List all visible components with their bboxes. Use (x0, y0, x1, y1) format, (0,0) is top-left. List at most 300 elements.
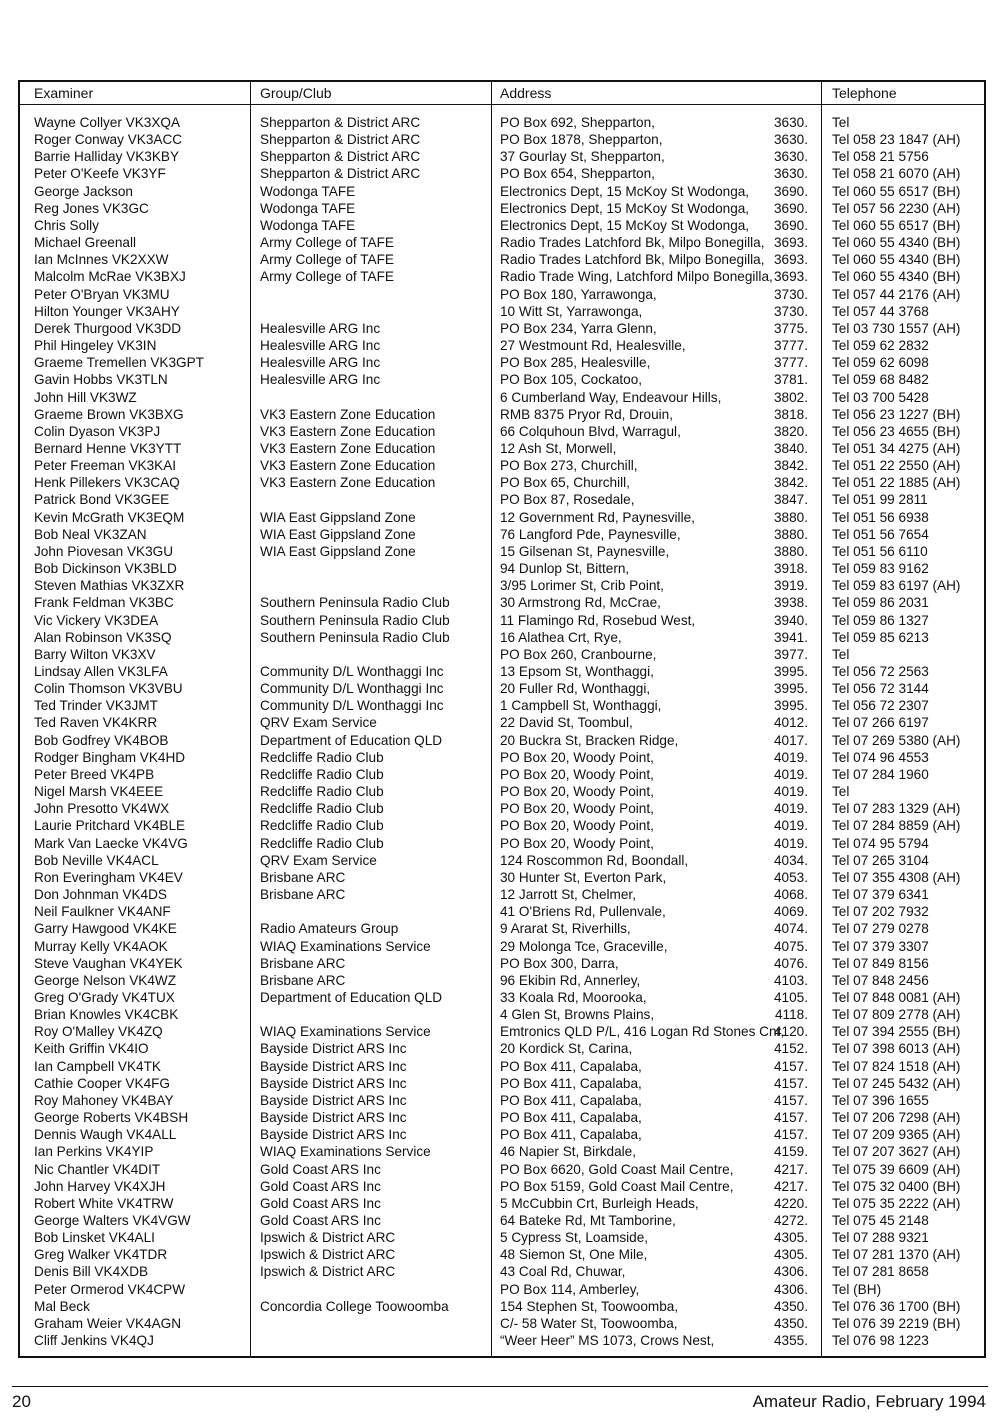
postcode-cell: 4159. (773, 1144, 808, 1160)
telephone-cell: Tel 060 55 6517 (BH) (832, 183, 961, 199)
telephone-cell: Tel (832, 784, 850, 800)
address-cell: 30 Armstrong Rd, McCrae, (500, 595, 661, 611)
group-cell: Redcliffe Radio Club (260, 801, 384, 817)
examiner-cell: Nigel Marsh VK4EEE (34, 784, 164, 800)
telephone-cell: Tel 056 23 1227 (BH) (832, 406, 961, 422)
address-cell: 94 Dunlop St, Bittern, (500, 561, 630, 577)
address-cell: 1 Campbell St, Wonthaggi, (500, 698, 662, 714)
telephone-cell: Tel 07 394 2555 (BH) (832, 1024, 961, 1040)
table-row (20, 714, 984, 731)
examiner-cell: Vic Vickery VK3DEA (34, 612, 159, 628)
group-cell: Brisbane ARC (260, 869, 346, 885)
table-row (20, 732, 984, 749)
table-row (20, 749, 984, 766)
examiner-cell: Cliff Jenkins VK4QJ (34, 1333, 154, 1349)
address-cell: 96 Ekibin Rd, Annerley, (500, 972, 641, 988)
telephone-cell: Tel 07 279 0278 (832, 921, 929, 937)
postcode-cell: 4305. (773, 1230, 808, 1246)
postcode-cell: 4217. (773, 1161, 808, 1177)
postcode-cell: 3941. (773, 629, 808, 645)
telephone-cell: Tel 03 700 5428 (832, 389, 929, 405)
examiner-cell: Derek Thurgood VK3DD (34, 320, 182, 336)
table-row (20, 148, 984, 165)
group-cell: Bayside District ARS Inc (260, 1092, 407, 1108)
examiner-cell: Malcolm McRae VK3BXJ (34, 269, 186, 285)
address-cell: 16 Alathea Crt, Rye, (500, 629, 622, 645)
telephone-cell: Tel 059 68 8482 (832, 372, 929, 388)
address-cell: 20 Buckra St, Bracken Ridge, (500, 732, 679, 748)
examiner-cell: Michael Greenall (34, 235, 136, 251)
group-cell: VK3 Eastern Zone Education (260, 475, 436, 491)
examiner-cell: Laurie Pritchard VK4BLE (34, 818, 186, 834)
telephone-cell: Tel 051 34 4275 (AH) (832, 440, 961, 456)
telephone-cell: Tel 060 55 6517 (BH) (832, 217, 961, 233)
telephone-cell: Tel 075 35 2222 (AH) (832, 1195, 961, 1211)
address-cell: PO Box 20, Woody Point, (500, 766, 654, 782)
examiner-cell: Reg Jones VK3GC (34, 200, 149, 216)
table-row (20, 457, 984, 474)
address-cell: 27 Westmount Rd, Healesville, (500, 338, 686, 354)
examiner-cell: George Walters VK4VGW (34, 1213, 191, 1228)
postcode-cell: 4157. (773, 1058, 808, 1074)
page-number: 20 (12, 1392, 31, 1411)
group-cell: WIA East Gippsland Zone (260, 509, 416, 525)
examiner-cell: John Presotto VK4WX (34, 801, 170, 817)
examiner-cell: Bernard Henne VK3YTT (34, 440, 182, 456)
postcode-cell: 4355. (773, 1333, 808, 1349)
telephone-cell: Tel 07 284 8859 (AH) (832, 818, 961, 834)
postcode-cell: 4019. (773, 801, 808, 817)
postcode-cell: 3690. (773, 217, 808, 233)
postcode-cell: 4019. (773, 818, 808, 834)
telephone-cell: Tel 060 55 4340 (BH) (832, 269, 961, 285)
examiner-cell: George Nelson VK4WZ (34, 972, 177, 988)
examiner-cell: Frank Feldman VK3BC (34, 595, 174, 611)
table-row (20, 251, 984, 268)
group-cell: WIA East Gippsland Zone (260, 526, 416, 542)
group-cell: Concordia College Toowoomba (260, 1298, 449, 1314)
examiner-cell: Keith Griffin VK4IO (34, 1041, 149, 1057)
address-cell: PO Box 411, Capalaba, (500, 1110, 642, 1126)
telephone-cell: Tel 059 83 6197 (AH) (832, 578, 961, 594)
telephone-cell: Tel 07 266 6197 (832, 715, 929, 731)
postcode-cell: 4068. (773, 887, 808, 903)
table-row (20, 800, 984, 817)
telephone-cell: Tel 07 284 1960 (832, 766, 929, 782)
address-cell: 66 Colquhoun Blvd, Warragul, (500, 423, 681, 439)
telephone-cell: Tel 059 86 1327 (832, 612, 929, 628)
table-row (20, 835, 984, 852)
address-cell: 41 O'Briens Rd, Pullenvale, (500, 904, 666, 920)
telephone-cell: Tel 07 398 6013 (AH) (832, 1041, 961, 1057)
examiner-cell: Bob Dickinson VK3BLD (34, 561, 177, 577)
address-cell: 10 Witt St, Yarrawonga, (500, 303, 643, 319)
telephone-cell: Tel 07 265 3104 (832, 852, 929, 868)
table-row (20, 869, 984, 886)
postcode-cell: 4075. (773, 938, 808, 954)
address-cell: PO Box 1878, Shepparton, (500, 132, 663, 148)
examiner-cell: Gavin Hobbs VK3TLN (34, 372, 168, 388)
postcode-cell: 4076. (773, 955, 808, 971)
address-cell: 43 Coal Rd, Chuwar, (500, 1264, 626, 1280)
address-cell: PO Box 20, Woody Point, (500, 784, 654, 800)
table-row (20, 663, 984, 680)
address-cell: “Weer Heer” MS 1073, Crows Nest, (500, 1333, 715, 1349)
examiner-cell: Garry Hawgood VK4KE (34, 921, 177, 937)
group-cell: Brisbane ARC (260, 955, 346, 971)
address-cell: PO Box 20, Woody Point, (500, 818, 654, 834)
telephone-cell: Tel 07 379 3307 (832, 938, 929, 954)
postcode-cell: 3995. (773, 681, 808, 697)
telephone-cell: Tel 07 269 5380 (AH) (832, 732, 961, 748)
table-row (20, 1229, 984, 1246)
address-cell: Electronics Dept, 15 McKoy St Wodonga, (500, 200, 750, 216)
address-cell: PO Box 114, Amberley, (500, 1281, 640, 1297)
postcode-cell: 3842. (773, 475, 808, 491)
address-cell: 12 Government Rd, Paynesville, (500, 509, 695, 525)
address-cell: 5 McCubbin Crt, Burleigh Heads, (500, 1195, 699, 1211)
group-cell: Department of Education QLD (260, 732, 443, 748)
telephone-cell: Tel 076 39 2219 (BH) (832, 1315, 961, 1331)
examiner-cell: Bob Godfrey VK4BOB (34, 732, 169, 748)
address-cell: PO Box 260, Cranbourne, (500, 646, 657, 662)
address-cell: PO Box 6620, Gold Coast Mail Centre, (500, 1161, 734, 1177)
address-cell: PO Box 180, Yarrawonga, (500, 286, 657, 302)
postcode-cell: 3775. (773, 320, 808, 336)
address-cell: 33 Koala Rd, Moorooka, (500, 989, 647, 1005)
examiner-cell: Barrie Halliday VK3KBY (34, 149, 180, 165)
postcode-cell: 3693. (773, 269, 808, 285)
group-cell: WIAQ Examinations Service (260, 1024, 431, 1040)
postcode-cell: 4019. (773, 835, 808, 851)
postcode-cell: 3977. (773, 646, 808, 662)
telephone-cell: Tel 059 85 6213 (832, 629, 929, 645)
examiner-cell: Bob Linsket VK4ALI (34, 1230, 155, 1246)
telephone-cell: Tel 07 848 0081 (AH) (832, 989, 961, 1005)
telephone-cell: Tel 074 95 5794 (832, 835, 929, 851)
address-cell: PO Box 692, Shepparton, (500, 115, 655, 130)
table-row (20, 1263, 984, 1280)
table-row (20, 1075, 984, 1092)
telephone-cell: Tel 060 55 4340 (BH) (832, 252, 961, 268)
table-row (20, 612, 984, 629)
postcode-cell: 4105. (773, 989, 808, 1005)
examiner-cell: Patrick Bond VK3GEE (34, 492, 170, 508)
group-cell: VK3 Eastern Zone Education (260, 406, 436, 422)
postcode-cell: 3818. (773, 406, 808, 422)
table-row (20, 217, 984, 234)
address-cell: 30 Hunter St, Everton Park, (500, 869, 667, 885)
postcode-cell: 4103. (773, 972, 808, 988)
examiner-cell: Graeme Tremellen VK3GPT (34, 355, 204, 371)
postcode-cell: 3693. (773, 235, 808, 251)
group-cell: Gold Coast ARS Inc (260, 1161, 381, 1177)
group-cell: Community D/L Wonthaggi Inc (260, 664, 444, 679)
postcode-cell: 3693. (773, 252, 808, 268)
telephone-cell: Tel 076 98 1223 (832, 1333, 929, 1349)
group-cell: Shepparton & District ARC (260, 132, 421, 148)
examiner-cell: Peter Breed VK4PB (34, 766, 155, 782)
table-row (20, 646, 984, 663)
examiner-cell: Mark Van Laecke VK4VG (34, 835, 188, 851)
address-cell: PO Box 273, Churchill, (500, 458, 638, 474)
telephone-cell: Tel 07 849 8156 (832, 955, 929, 971)
telephone-cell: Tel 07 202 7932 (832, 904, 929, 920)
table-row (20, 920, 984, 937)
table-row (20, 371, 984, 388)
group-cell: Department of Education QLD (260, 989, 443, 1005)
postcode-cell: 4017. (773, 732, 808, 748)
table-row (20, 114, 984, 131)
telephone-cell: Tel 07 396 1655 (832, 1092, 929, 1108)
group-cell: Healesville ARG Inc (260, 338, 381, 354)
table-row (20, 406, 984, 423)
table-row (20, 886, 984, 903)
examiner-cell: Henk Pillekers VK3CAQ (34, 475, 180, 491)
group-cell: Wodonga TAFE (260, 200, 356, 216)
address-cell: 64 Bateke Rd, Mt Tamborine, (500, 1213, 676, 1228)
group-cell: Bayside District ARS Inc (260, 1110, 407, 1126)
examiner-cell: Graham Weier VK4AGN (34, 1315, 182, 1331)
postcode-cell: 4305. (773, 1247, 808, 1263)
examiner-cell: Wayne Collyer VK3XQA (34, 115, 181, 130)
address-cell: 20 Fuller Rd, Wonthaggi, (500, 681, 651, 697)
postcode-cell: 3919. (773, 578, 808, 594)
telephone-cell: Tel 07 355 4308 (AH) (832, 869, 961, 885)
telephone-cell: Tel 03 730 1557 (AH) (832, 320, 961, 336)
postcode-cell: 3995. (773, 698, 808, 714)
group-cell: Community D/L Wonthaggi Inc (260, 698, 444, 714)
postcode-cell: 4157. (773, 1092, 808, 1108)
table-row (20, 1315, 984, 1332)
group-cell: Redcliffe Radio Club (260, 835, 384, 851)
telephone-cell: Tel 07 281 8658 (832, 1264, 929, 1280)
examiner-cell: Colin Thomson VK3VBU (34, 681, 183, 697)
examiner-cell: Lindsay Allen VK3LFA (34, 664, 168, 679)
postcode-cell: 4157. (773, 1110, 808, 1126)
group-cell: Community D/L Wonthaggi Inc (260, 681, 444, 697)
address-cell: PO Box 20, Woody Point, (500, 801, 654, 817)
postcode-cell: 4152. (773, 1041, 808, 1057)
telephone-cell: Tel 051 22 2550 (AH) (832, 458, 961, 474)
group-cell: Shepparton & District ARC (260, 149, 421, 165)
postcode-cell: 4350. (773, 1298, 808, 1314)
table-row (20, 955, 984, 972)
table-row (20, 1298, 984, 1315)
group-cell: Brisbane ARC (260, 972, 346, 988)
group-cell: Southern Peninsula Radio Club (260, 612, 450, 628)
group-cell: Ipswich & District ARC (260, 1264, 396, 1280)
postcode-cell: 3630. (773, 132, 808, 148)
telephone-cell: Tel 059 62 2832 (832, 338, 929, 354)
postcode-cell: 4120. (773, 1024, 808, 1040)
examiner-cell: Rodger Bingham VK4HD (34, 749, 186, 765)
postcode-cell: 4217. (773, 1178, 808, 1194)
group-cell: VK3 Eastern Zone Education (260, 440, 436, 456)
address-cell: Radio Trade Wing, Latchford Milpo Bonegilla, (500, 269, 773, 285)
telephone-cell: Tel 059 62 6098 (832, 355, 929, 371)
telephone-cell: Tel 051 56 7654 (832, 526, 929, 542)
group-cell: Redcliffe Radio Club (260, 766, 384, 782)
group-cell: Ipswich & District ARC (260, 1247, 396, 1263)
examiner-cell: Steve Vaughan VK4YEK (34, 955, 183, 971)
examiner-cell: Roy O'Malley VK4ZQ (34, 1024, 163, 1040)
telephone-cell: Tel 07 824 1518 (AH) (832, 1058, 961, 1074)
table-row (20, 526, 984, 543)
telephone-cell: Tel 075 39 6609 (AH) (832, 1161, 961, 1177)
group-cell: Redcliffe Radio Club (260, 749, 384, 765)
examiner-cell: Peter Freeman VK3KAI (34, 458, 177, 474)
telephone-cell: Tel 075 32 0400 (BH) (832, 1178, 961, 1194)
address-cell: 5 Cypress St, Loamside, (500, 1230, 649, 1246)
telephone-cell: Tel 058 21 5756 (832, 149, 929, 165)
examiner-cell: Ian Perkins VK4YIP (34, 1144, 154, 1160)
examiner-cell: John Hill VK3WZ (34, 389, 137, 405)
examiner-cell: Bob Neville VK4ACL (34, 852, 159, 868)
address-cell: Radio Trades Latchford Bk, Milpo Bonegilla, (500, 252, 765, 268)
table-row (20, 972, 984, 989)
address-cell: PO Box 234, Yarra Glenn, (500, 320, 657, 336)
telephone-cell: Tel 074 96 4553 (832, 749, 929, 765)
examiner-cell: George Jackson (34, 183, 133, 199)
telephone-cell: Tel 07 848 2456 (832, 972, 929, 988)
address-cell: PO Box 411, Capalaba, (500, 1092, 642, 1108)
examiner-cell: Denis Bill VK4XDB (34, 1264, 149, 1280)
table-row (20, 938, 984, 955)
footer-rule (12, 1386, 988, 1387)
table-row (20, 543, 984, 560)
telephone-cell: Tel 058 21 6070 (AH) (832, 166, 961, 182)
group-cell: Redcliffe Radio Club (260, 818, 384, 834)
table-row (20, 1092, 984, 1109)
publication-title: Amateur Radio, February 1994 (752, 1392, 986, 1411)
group-cell: Army College of TAFE (260, 252, 394, 268)
header-divider (20, 104, 984, 105)
group-cell: VK3 Eastern Zone Education (260, 423, 436, 439)
postcode-cell: 4157. (773, 1127, 808, 1143)
telephone-cell: Tel 07 379 6341 (832, 887, 929, 903)
examiner-table (18, 80, 986, 1358)
table-row (20, 131, 984, 148)
telephone-cell: Tel 059 83 9162 (832, 561, 929, 577)
postcode-cell: 4019. (773, 766, 808, 782)
table-row (20, 354, 984, 371)
postcode-cell: 4118. (774, 1007, 808, 1023)
postcode-cell: 3940. (773, 612, 808, 628)
examiner-cell: Nic Chantler VK4DIT (34, 1161, 161, 1177)
address-cell: 48 Siemon St, One Mile, (500, 1247, 648, 1263)
telephone-cell: Tel 07 283 1329 (AH) (832, 801, 961, 817)
address-cell: 15 Gilsenan St, Paynesville, (500, 543, 670, 559)
table-row (20, 817, 984, 834)
address-cell: RMB 8375 Pryor Rd, Drouin, (500, 406, 674, 422)
group-cell: Redcliffe Radio Club (260, 784, 384, 800)
address-cell: 11 Flamingo Rd, Rosebud West, (500, 612, 696, 628)
postcode-cell: 3938. (773, 595, 808, 611)
group-cell: Southern Peninsula Radio Club (260, 629, 450, 645)
address-cell: PO Box 105, Cockatoo, (500, 372, 643, 388)
table-row (20, 766, 984, 783)
group-cell: Army College of TAFE (260, 269, 394, 285)
examiner-cell: Kevin McGrath VK3EQM (34, 509, 185, 525)
group-cell: Shepparton & District ARC (260, 115, 421, 130)
examiner-cell: Cathie Cooper VK4FG (34, 1075, 171, 1091)
table-row (20, 1109, 984, 1126)
telephone-cell: Tel 07 809 2778 (AH) (832, 1007, 961, 1023)
examiner-cell: John Harvey VK4XJH (34, 1178, 166, 1194)
telephone-cell: Tel 059 86 2031 (832, 595, 929, 611)
telephone-cell: Tel (832, 646, 850, 662)
telephone-cell: Tel 057 44 3768 (832, 303, 929, 319)
group-cell: Wodonga TAFE (260, 183, 356, 199)
postcode-cell: 3820. (773, 423, 808, 439)
group-cell: WIAQ Examinations Service (260, 938, 431, 954)
telephone-cell: Tel 051 22 1885 (AH) (832, 475, 961, 491)
examiner-cell: Brian Knowles VK4CBK (34, 1007, 179, 1023)
address-cell: 124 Roscommon Rd, Boondall, (500, 852, 689, 868)
examiner-cell: Chris Solly (34, 217, 99, 233)
address-cell: PO Box 285, Healesville, (500, 355, 651, 371)
address-cell: PO Box 20, Woody Point, (500, 749, 654, 765)
address-cell: 22 David St, Toombul, (500, 715, 633, 731)
telephone-cell: Tel 07 209 9365 (AH) (832, 1127, 961, 1143)
table-row (20, 1058, 984, 1075)
group-cell: Brisbane ARC (260, 887, 346, 903)
examiner-cell: Hilton Younger VK3AHY (34, 303, 180, 319)
header-address: Address (500, 85, 552, 101)
address-cell: 154 Stephen St, Toowoomba, (500, 1298, 679, 1314)
postcode-cell: 4019. (773, 749, 808, 765)
examiner-cell: Roy Mahoney VK4BAY (34, 1092, 174, 1108)
examiner-cell: Peter O'Bryan VK3MU (34, 286, 170, 302)
examiner-cell: Ted Trinder VK3JMT (34, 698, 158, 714)
address-cell: PO Box 300, Darra, (500, 955, 619, 971)
table-row (20, 1023, 984, 1040)
telephone-cell: Tel 07 245 5432 (AH) (832, 1075, 961, 1091)
group-cell: Bayside District ARS Inc (260, 1075, 407, 1091)
group-cell: Wodonga TAFE (260, 217, 356, 233)
postcode-cell: 3690. (773, 183, 808, 199)
table-row (20, 1281, 984, 1298)
examiner-cell: Don Johnman VK4DS (34, 887, 167, 903)
address-cell: PO Box 411, Capalaba, (500, 1127, 642, 1143)
examiner-cell: Mal Beck (34, 1298, 90, 1314)
examiner-cell: John Piovesan VK3GU (34, 543, 174, 559)
examiner-cell: Peter O'Keefe VK3YF (34, 166, 166, 182)
examiner-cell: Dennis Waugh VK4ALL (34, 1127, 177, 1143)
postcode-cell: 3880. (773, 543, 808, 559)
table-row (20, 320, 984, 337)
postcode-cell: 3840. (773, 440, 808, 456)
postcode-cell: 3918. (773, 561, 808, 577)
postcode-cell: 3781. (773, 372, 808, 388)
address-cell: 6 Cumberland Way, Endeavour Hills, (500, 389, 722, 405)
table-row (20, 1143, 984, 1160)
address-cell: 9 Ararat St, Riverhills, (500, 921, 631, 937)
address-cell: PO Box 654, Shepparton, (500, 166, 655, 182)
postcode-cell: 3730. (773, 303, 808, 319)
table-row (20, 1040, 984, 1057)
postcode-cell: 3880. (773, 509, 808, 525)
address-cell: 29 Molonga Tce, Graceville, (500, 938, 668, 954)
examiner-cell: Graeme Brown VK3BXG (34, 406, 184, 422)
telephone-cell: Tel (BH) (832, 1281, 882, 1297)
telephone-cell: Tel 058 23 1847 (AH) (832, 132, 961, 148)
postcode-cell: 4272. (773, 1213, 808, 1228)
table-row (20, 183, 984, 200)
examiner-cell: Steven Mathias VK3ZXR (34, 578, 185, 594)
table-row (20, 783, 984, 800)
